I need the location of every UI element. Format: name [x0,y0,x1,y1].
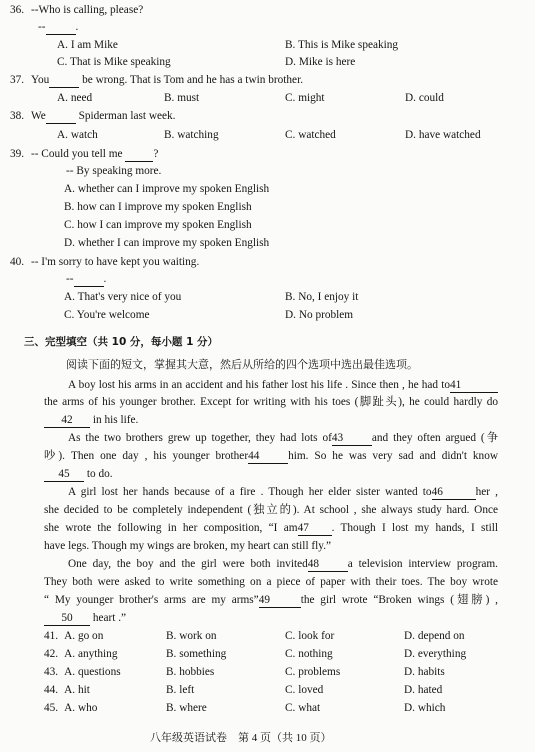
cloze-option [404,685,442,696]
reply-blank: -- . [38,21,79,33]
text-fragment: watched [298,129,336,141]
text-fragment: ? [153,148,159,160]
question-40 [10,257,199,268]
text-fragment: We [30,110,46,122]
text-fragment: B. [64,201,75,213]
text-fragment: D. [404,666,415,678]
text-fragment: As the two brothers grew up together, they had lots of [68,432,332,444]
text-fragment: D. [405,129,416,141]
text-fragment: C. [64,219,75,231]
text-fragment: have watched [418,129,481,141]
page-footer: 八年级英语试卷 第 4 页（共 10 页） [150,732,332,744]
option-37a [57,93,92,104]
question-38 [10,111,176,124]
answer-blank: 48 [308,559,348,572]
option-36b [285,40,398,51]
text-fragment: D. [285,56,296,68]
question-number: 36. [10,4,25,16]
text-fragment: whether I can improve my spoken English [77,237,270,249]
text-fragment: nothing [298,648,333,660]
passage-line [44,595,498,608]
text-fragment: habits [417,666,445,678]
section-heading: 三、完型填空（共 10 分，每小题 1 分） [24,336,219,348]
question-number: 39. [10,148,25,160]
text-fragment: might [298,92,325,104]
option-39d [64,238,269,249]
option-39c [64,220,252,231]
text-fragment: D. [285,309,296,321]
answer-blank: 49 [259,595,301,608]
question-number: 38. [10,110,25,122]
text-fragment: 44. [44,684,59,696]
text-fragment: C. [285,648,296,660]
text-fragment: she wrote the following in her composition, “I am [44,522,298,534]
text-fragment: C. [57,56,68,68]
text-fragment: need [70,92,93,104]
text-fragment: Mike is here [298,56,356,68]
cloze-option-row [44,685,90,696]
text-fragment: B. [164,129,175,141]
text-fragment: her , [475,486,499,498]
text-fragment: No, I enjoy it [298,291,359,303]
passage-line [44,415,138,428]
text-fragment: loved [298,684,324,696]
cloze-option [285,685,323,696]
cloze-option [285,703,320,714]
cloze-option-row [44,667,121,678]
option-37b [164,93,199,104]
text-fragment: everything [417,648,467,660]
option-36d [285,57,355,68]
passage-line [44,613,126,626]
passage-line [68,433,498,446]
cloze-option [285,649,333,660]
text-fragment: A. [64,630,76,642]
text-fragment: work on [179,630,217,642]
answer-blank: 50 [44,613,90,626]
text-fragment: No problem [298,309,354,321]
option-40b [285,292,358,303]
cloze-option [404,703,445,714]
text-fragment: 42. [44,648,59,660]
text-fragment: something [179,648,227,660]
text-fragment: B. [166,630,177,642]
text-fragment: D. [404,630,415,642]
text-fragment: hit [77,684,90,696]
text-fragment: B. [166,684,177,696]
cloze-option [166,685,194,696]
text-fragment: 41. [44,630,59,642]
text-fragment: -- I'm sorry to have kept you waiting. [30,256,200,268]
option-36a [57,40,118,51]
option-39a [64,184,269,195]
answer-blank [46,22,76,35]
text-fragment: A. [64,291,75,303]
text-fragment: That's very nice of you [77,291,182,303]
text-fragment: C. [285,129,296,141]
answer-blank: 42 [44,415,90,428]
cloze-option [404,631,465,642]
answer-blank: 47 [298,523,332,536]
text-fragment: B. [285,291,296,303]
option-38b [164,130,219,141]
text-fragment: what [298,702,321,714]
option-40a [64,292,181,303]
text-fragment: You [30,74,50,86]
answer-blank: 41 [450,380,498,393]
question-37 [10,75,303,88]
text-fragment: be wrong. That is Tom and he has a twin brother. [82,74,304,86]
answer-blank: 44 [248,451,288,464]
text-fragment: D. [404,702,415,714]
text-fragment: A boy lost his arms in an accident and his father lost his life . Since then , he had to [68,379,450,391]
text-fragment: A. [64,684,76,696]
text-fragment: where [179,702,207,714]
text-fragment: A. [57,39,68,51]
cloze-option [285,631,334,642]
option-38c [285,130,336,141]
text-fragment: B. [285,39,296,51]
option-37c [285,93,325,104]
text-fragment: C. [285,666,296,678]
reply-blank: -- . [66,273,107,285]
option-39b [64,202,252,213]
text-fragment: D. [405,92,416,104]
cloze-option [166,631,217,642]
text-fragment: You're welcome [76,309,150,321]
text-fragment: questions [77,666,121,678]
text-fragment: One day, the boy and the girl were both invited [68,558,308,570]
cloze-option [404,649,466,660]
text-fragment: A. [64,702,76,714]
text-fragment: -- Could you tell me [30,148,123,160]
passage-line: have legs. Though my wings are broken, my heart can still fly.” [44,540,332,552]
text-fragment: D. [404,684,415,696]
text-fragment: watch [70,129,98,141]
text-fragment: A. [57,92,68,104]
passage-line: the arms of his younger brother. Except for writing with his toes (脚趾头), he could hardly do [44,396,498,408]
option-36c [57,57,171,68]
cloze-option-row [44,649,117,660]
cloze-option-row [44,703,97,714]
passage-line [44,469,113,482]
text-fragment: problems [298,666,341,678]
text-fragment: B. [166,666,177,678]
text-fragment: A. [64,666,76,678]
text-fragment: whether can I improve my spoken English [77,183,270,195]
text-fragment: A. [64,648,76,660]
text-fragment: anything [77,648,118,660]
cloze-option [404,667,445,678]
question-number: 37. [10,74,25,86]
cloze-option [166,649,226,660]
text-fragment: in his life. [92,414,139,426]
passage-line [68,487,498,500]
answer-blank: 46 [432,487,476,500]
text-fragment: left [179,684,195,696]
answer-blank: 43 [332,433,372,446]
text-fragment: how can I improve my spoken English [77,201,252,213]
section-instruction: 阅读下面的短文，掌握其大意，然后从所给的四个选项中选出最佳选项。 [66,359,418,371]
text-fragment: watching [177,129,219,141]
passage-line [68,380,498,393]
text-fragment: and they often argued (争 [371,432,499,444]
text-fragment: 吵). Then one day , his younger brother [44,450,249,462]
text-fragment: Spiderman last week. [78,110,176,122]
text-fragment: A. [57,129,68,141]
text-fragment: to do. [86,468,113,480]
text-fragment: look for [298,630,335,642]
option-37d [405,93,444,104]
text-fragment: how I can improve my spoken English [77,219,252,231]
text-fragment: C. [285,630,296,642]
passage-line [44,451,498,464]
cloze-option [166,703,207,714]
text-fragment: D. [404,648,415,660]
passage-line: she decided to be completely independent (独立的). At school , she always study hard. Once [44,504,498,516]
reply-text: -- By speaking more. [66,165,162,177]
text-fragment: him. So he was very sad and didn't know [288,450,498,462]
text-fragment: B. [166,648,177,660]
cloze-option [166,667,214,678]
question-39 [10,149,158,162]
option-40c [64,310,150,321]
passage-line [44,523,498,536]
text-fragment: I am Mike [70,39,118,51]
text-fragment: . Though I lost my hands, I still [331,522,498,534]
question-36 [10,5,143,16]
answer-blank [125,149,153,162]
answer-blank: 45 [44,469,84,482]
text-fragment: B. [166,702,177,714]
cloze-option-row [44,631,103,642]
option-40d [285,310,353,321]
text-fragment: This is Mike speaking [297,39,399,51]
text-fragment: B. [164,92,175,104]
text-fragment: A girl lost her hands because of a fire . Though her elder sister wanted to [68,486,432,498]
text-fragment: C. [285,92,296,104]
answer-blank [46,111,76,124]
text-fragment: a television interview program. [347,558,498,570]
text-fragment: the girl wrote “Broken wings (翅膀) , [300,594,499,606]
option-38d [405,130,481,141]
text-fragment: D. [64,237,75,249]
answer-blank [74,274,104,287]
text-fragment: which [417,702,446,714]
text-fragment: 45. [44,702,59,714]
text-fragment: go on [77,630,104,642]
answer-blank [49,75,79,88]
text-fragment: heart .” [92,612,127,624]
passage-line [68,559,498,572]
text-fragment: A. [64,183,75,195]
passage-line: They both were asked to write something on a piece of paper with their toes. The boy wrote [44,576,498,588]
text-fragment: 43. [44,666,59,678]
text-fragment: must [177,92,200,104]
text-fragment: who [77,702,98,714]
text-fragment: C. [285,684,296,696]
question-prompt: --Who is calling, please? [30,4,144,16]
question-number: 40. [10,256,25,268]
cloze-option [285,667,340,678]
text-fragment: That is Mike speaking [69,56,171,68]
text-fragment: C. [285,702,296,714]
text-fragment: C. [64,309,75,321]
text-fragment: -- [66,273,74,285]
text-fragment: could [418,92,444,104]
text-fragment: “ My younger brother's arms are my arms” [44,594,259,606]
text-fragment: depend on [417,630,465,642]
text-fragment: hated [417,684,443,696]
reply-prefix: -- [38,21,46,33]
option-38a [57,130,98,141]
text-fragment: hobbies [179,666,215,678]
